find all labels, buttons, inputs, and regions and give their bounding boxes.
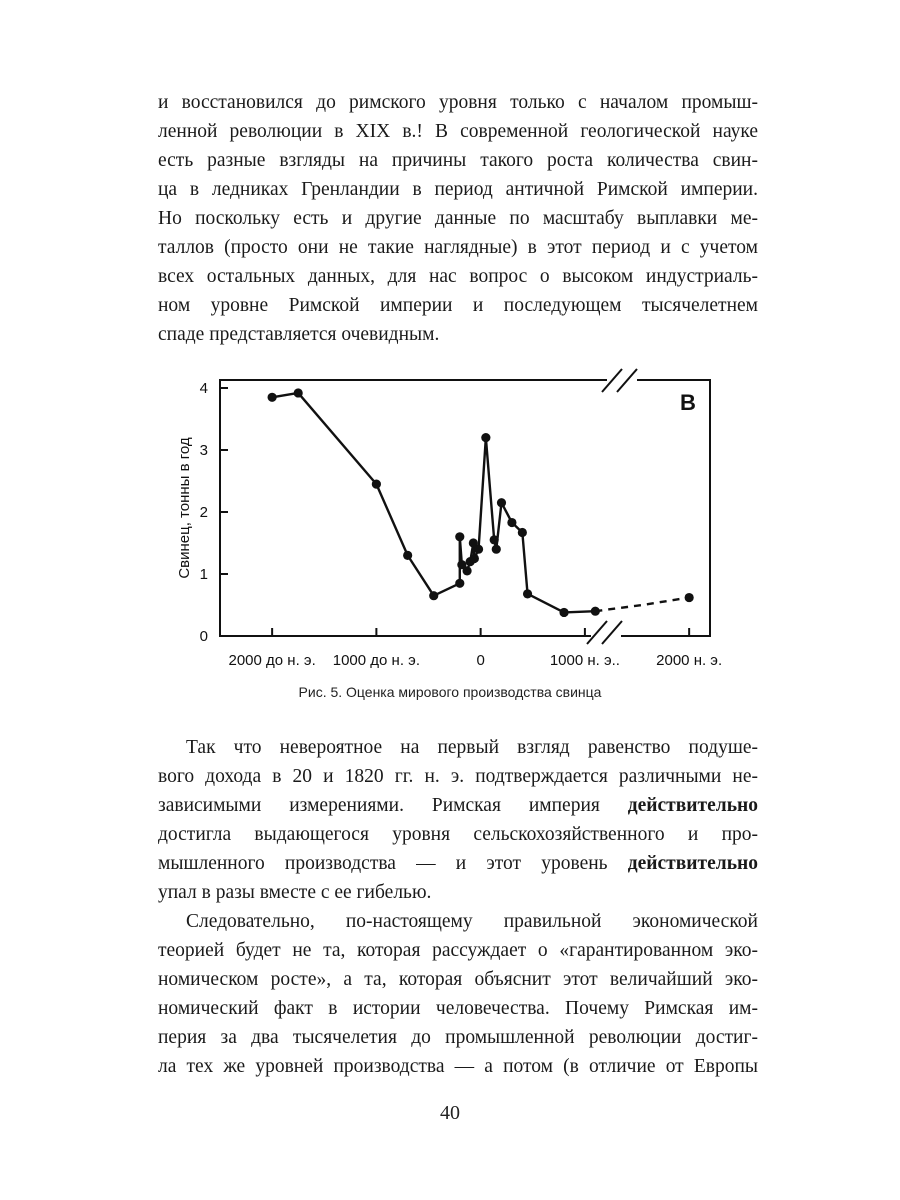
x-tick-label: 1000 н. э..	[549, 652, 620, 669]
text-line: есть разные взгляды на причины такого роста количества свин-	[158, 150, 758, 171]
text-line: номический факт в истории человечества. Почему Римская им-	[158, 998, 758, 1019]
axis-break-marks	[587, 369, 637, 644]
text-line: и восстановился до римского уровня только с началом промыш-	[158, 92, 758, 113]
emphasis-text: действительно	[627, 853, 758, 874]
series-line-dashed	[595, 598, 689, 612]
data-point	[462, 566, 471, 575]
text-line: достигла выдающегося уровня сельскохозяйственного и про-	[158, 824, 758, 845]
y-tick-label: 1	[199, 566, 208, 583]
data-point	[268, 393, 277, 402]
data-point	[523, 589, 532, 598]
text-line: всех остальных данных, для нас вопрос о высоком индустриаль-	[158, 266, 758, 287]
paragraph-3	[158, 907, 758, 1081]
data-point	[455, 532, 464, 541]
x-tick-label: 2000 н. э.	[656, 652, 723, 669]
text-line: Следовательно, по-настоящему правильной экономической	[186, 911, 758, 932]
series-lines	[272, 393, 689, 612]
text-span: мышленного производства — и этот уровень	[158, 853, 628, 874]
x-tick-label: 1000 до н. э.	[332, 652, 421, 669]
text-line	[158, 791, 758, 820]
emphasis-text: действительно	[627, 795, 758, 816]
text-line: Так что невероятное на первый взгляд равенство подуше-	[186, 737, 758, 758]
y-axis-title: Свинец, тонны в год	[176, 437, 193, 579]
data-point	[481, 433, 490, 442]
text-line: ленной революции в XIX в.! В современной геологической науке	[158, 121, 758, 142]
text-line: теорией будет не та, которая рассуждает о «гарантированном эко-	[158, 940, 758, 961]
chart-frame	[176, 369, 710, 645]
text-line: спаде представляется очевидным.	[158, 324, 440, 345]
data-point	[559, 608, 568, 617]
text-line: ном уровне Римской империи и последующем тысячелетнем	[158, 295, 758, 316]
y-tick-label: 0	[199, 628, 208, 645]
data-point	[685, 593, 694, 602]
lead-production-chart	[170, 360, 750, 680]
text-span: зависимыми измерениями. Римская империя	[158, 795, 628, 816]
data-point	[474, 545, 483, 554]
data-point	[497, 498, 506, 507]
y-tick-label: 4	[199, 380, 208, 397]
data-point	[294, 388, 303, 397]
y-axis-ticks	[220, 388, 228, 636]
text-line: упал в разы вместе с ее гибелью.	[158, 882, 432, 903]
data-point	[507, 518, 516, 527]
paragraph-2	[158, 733, 758, 907]
text-line: таллов (просто они не такие наглядные) в этот период и с учетом	[158, 237, 758, 258]
text-line: перия за два тысячелетия до промышленной революции достиг-	[158, 1027, 758, 1048]
plot-area-border	[220, 380, 710, 636]
data-point	[490, 535, 499, 544]
panel-label: B	[680, 390, 696, 415]
figure-caption: Рис. 5. Оценка мирового производства свинца	[298, 684, 602, 700]
page-number: 40	[440, 1102, 460, 1124]
data-point	[372, 480, 381, 489]
text-line: Но поскольку есть и другие данные по масштабу выплавки ме-	[158, 208, 758, 229]
x-tick-label: 2000 до н. э.	[228, 652, 316, 669]
data-point	[591, 607, 600, 616]
x-axis-ticks	[229, 628, 723, 669]
data-point	[429, 591, 438, 600]
data-point	[403, 551, 412, 560]
y-axis-labels	[200, 380, 208, 645]
data-point	[492, 545, 501, 554]
data-point	[518, 528, 527, 537]
data-point	[455, 579, 464, 588]
text-line: ла тех же уровней производства — а потом (в отличие от Европы	[158, 1056, 758, 1077]
text-line: ца в ледниках Гренландии в период античной Римской империи.	[158, 179, 758, 200]
text-line	[158, 849, 758, 878]
y-tick-label: 3	[199, 442, 208, 459]
x-tick-label: 0	[476, 652, 485, 669]
data-point	[470, 554, 479, 563]
y-tick-label: 2	[199, 504, 208, 521]
text-line: номическом росте», а та, которая объяснит этот величайший эко-	[158, 969, 758, 990]
series-line	[272, 393, 595, 612]
text-line: вого дохода в 20 и 1820 гг. н. э. подтверждается различными не-	[158, 766, 758, 787]
top-paragraph	[158, 88, 758, 349]
